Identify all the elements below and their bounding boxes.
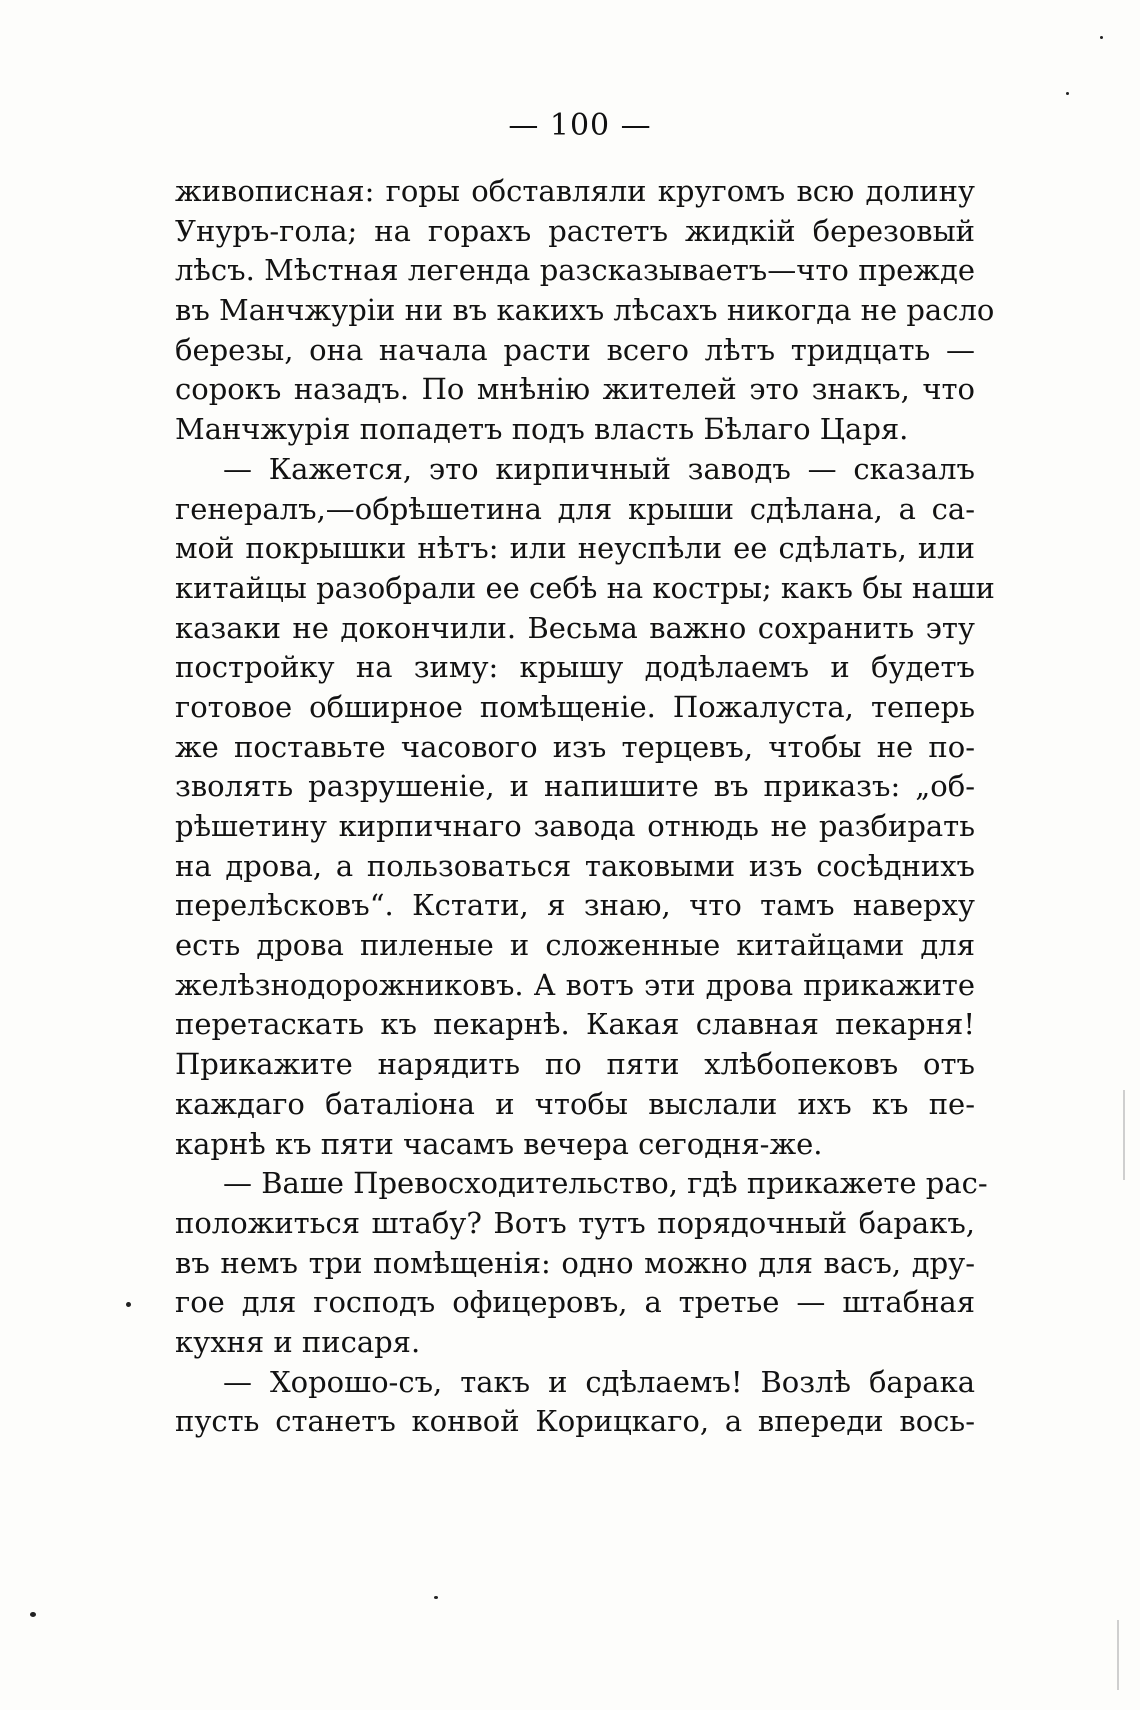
text-line: Унуръ-гола; на горахъ растетъ жидкій березовый [175, 213, 975, 248]
paragraph [175, 172, 995, 450]
text-line: Прикажите нарядить по пяти хлѣбопековъ отъ [175, 1047, 975, 1082]
text-line: березы, она начала расти всего лѣтъ тридцать — [175, 332, 975, 367]
text-line: перелѣсковъ“. Кстати, я знаю, что тамъ наверху [175, 888, 975, 923]
text-line: китайцы разобрали ее себѣ на костры; какъ бы наши [175, 570, 995, 605]
text-line: перетаскать къ пекарнѣ. Какая славная пекарня! [175, 1007, 975, 1042]
text-line: генералъ,—обрѣшетина для крыши сдѣлана, а са- [175, 491, 975, 526]
text-line: карнѣ къ пяти часамъ вечера сегодня-же. [175, 1126, 823, 1161]
text-line: постройку на зиму: крышу додѣлаемъ и будетъ [175, 650, 975, 685]
text-line: желѣзнодорожниковъ. А вотъ эти дрова прикажите [175, 967, 975, 1002]
text-line: лѣсъ. Мѣстная легенда разсказываетъ—что прежде [175, 253, 975, 288]
text-line: въ немъ три помѣщенія: одно можно для васъ, дру- [175, 1245, 975, 1280]
scan-speck [126, 1302, 131, 1307]
scan-speck [1100, 36, 1103, 39]
scan-edge-line [1117, 1620, 1119, 1690]
text-line: пусть станетъ конвой Корицкаго, а впереди вось- [175, 1404, 975, 1439]
scan-speck [434, 1596, 438, 1599]
text-line: гое для господъ офицеровъ, а третье — штабная [175, 1285, 975, 1320]
scan-speck [1066, 92, 1069, 95]
paragraph [175, 450, 995, 1164]
scan-speck [30, 1612, 36, 1617]
text-line: казаки не докончили. Весьма важно сохранить эту [175, 610, 975, 645]
text-line: на дрова, а пользоваться таковыми изъ сосѣднихъ [175, 848, 975, 883]
text-line: каждаго баталіона и чтобы выслали ихъ къ пе- [175, 1086, 975, 1121]
page-number: — 100 — [508, 108, 652, 143]
text-line: кухня и писаря. [175, 1324, 421, 1359]
text-line: въ Манчжуріи ни въ какихъ лѣсахъ никогда не расло [175, 293, 995, 328]
body-text [175, 172, 995, 1442]
text-line: же поставьте часового изъ терцевъ, чтобы не по- [175, 729, 975, 764]
text-line: — Ваше Превосходительство, гдѣ прикажете рас- [223, 1166, 988, 1201]
text-line: — Хорошо-съ, такъ и сдѣлаемъ! Возлѣ барака [223, 1364, 975, 1399]
scan-edge-line [1123, 1090, 1125, 1180]
text-line: сорокъ назадъ. По мнѣнію жителей это знакъ, что [175, 372, 975, 407]
text-line: — Кажется, это кирпичный заводъ — сказалъ [223, 451, 975, 486]
text-line: есть дрова пиленые и сложенные китайцами для [175, 928, 975, 963]
text-line: зволять разрушеніе, и напишите въ приказъ: „об- [175, 769, 975, 804]
text-line: живописная: горы обставляли кругомъ всю долину [175, 174, 975, 208]
text-line: Манчжурія попадетъ подъ власть Бѣлаго Царя. [175, 412, 909, 447]
paragraph [175, 1164, 988, 1362]
text-line: мой покрышки нѣтъ: или неуспѣли ее сдѣлать, или [175, 531, 975, 566]
text-line: готовое обширное помѣщеніе. Пожалуста, теперь [175, 689, 975, 724]
text-line: рѣшетину кирпичнаго завода отнюдь не разбирать [175, 809, 975, 843]
paragraph [175, 1363, 975, 1442]
text-line: положиться штабу? Вотъ тутъ порядочный баракъ, [175, 1205, 975, 1240]
